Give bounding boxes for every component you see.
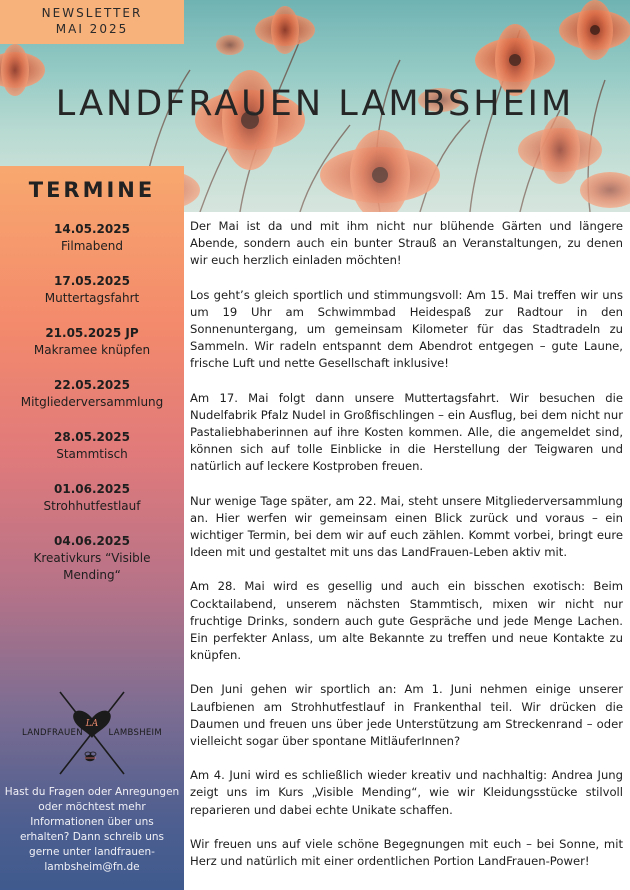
article-paragraph: Am 4. Juni wird es schließlich wieder kreativ und nachhaltig: Andrea Jung zeigt uns im Kurs „Visible Mending“, wie wir Kleidungsstücke stilvoll reparieren und dabei echte Unikate schaffen. bbox=[190, 768, 623, 817]
logo-text-left: LANDFRAUEN bbox=[22, 728, 83, 738]
article-paragraph: Wir freuen uns auf viele schöne Begegnungen mit euch – bei Sonne, mit Herz und natürlich mit einer ordentlichen Portion LandFrauen-Power! bbox=[190, 836, 623, 869]
event-name: Mitgliederversammlung bbox=[20, 395, 164, 409]
issue-tag bbox=[0, 0, 184, 44]
event-name: Kreativkurs “Visible Mending“ bbox=[33, 551, 151, 582]
article-paragraph: Am 28. Mai wird es gesellig und auch ein bisschen exotisch: Beim Cocktailabend, unserem nächsten Stammtisch, mixen wir nicht nur fruchtige Drinks, sondern auch gute Gespräche und jede Menge Lachen. Ein perfekter Anlass, um alte Bekannte zu treffen und neue Kontakte zu knüpfen. bbox=[190, 579, 623, 663]
event-name: Filmabend bbox=[61, 239, 123, 253]
event-name: Strohhutfestlauf bbox=[43, 499, 141, 513]
landfrauen-logo bbox=[22, 688, 162, 778]
event-item bbox=[0, 325, 184, 359]
article-paragraph: Am 17. Mai folgt dann unsere Muttertagsfahrt. Wir besuchen die Nudelfabrik Pfalz Nudel in Großfischlingen – ein Ausflug, bei dem nicht nur Pastaliebhaberinnen auf ihre Kosten kommen. Alle, die angemeldet sind, können sich auf tolle Einblicke in die Herstellung der Teigwaren und natürlich auf leckere Kostproben freuen. bbox=[190, 390, 623, 474]
masthead-title: LANDFRAUEN LAMBSHEIM bbox=[55, 84, 575, 124]
event-name: Muttertagsfahrt bbox=[44, 291, 140, 305]
event-item bbox=[0, 429, 184, 463]
newsletter-article bbox=[190, 218, 623, 887]
event-date: 01.06.2025 bbox=[54, 482, 130, 496]
event-date: 14.05.2025 bbox=[54, 222, 130, 236]
article-paragraph: Los geht’s gleich sportlich und stimmungsvoll: Am 15. Mai treffen wir uns um 19 Uhr am Schwimmbad Heidespaß zur Radtour in den Sonnenuntergang, um gemeinsam Kilometer für das Stadtradeln zu Sammeln. Wir radeln entspannt dem Abendrot entgegen – gute Laune, frische Luft und nette Gesellschaft inklusive! bbox=[190, 287, 623, 371]
event-date: 21.05.2025 JP bbox=[45, 326, 139, 340]
logo-text-right: LAMBSHEIM bbox=[108, 728, 162, 738]
event-date: 28.05.2025 bbox=[54, 430, 130, 444]
event-name: Makramee knüpfen bbox=[33, 343, 151, 357]
events-sidebar bbox=[0, 166, 184, 890]
issue-date: MAI 2025 bbox=[55, 22, 129, 36]
svg-text:LA: LA bbox=[85, 719, 99, 729]
event-date: 04.06.2025 bbox=[54, 534, 130, 548]
article-paragraph: Den Juni gehen wir sportlich an: Am 1. Juni nehmen einige unserer Laufbienen am Strohhutfestlauf in Frankenthal teil. Wir drücken die Daumen und freuen uns über jede Unterstützung am Streckenrand – oder vielleicht sogar über spontane MitläuferInnen? bbox=[190, 682, 623, 749]
article-paragraph: Nur wenige Tage später, am 22. Mai, steht unsere Mitgliederversammlung an. Hier werfen wir gemeinsam einen Blick zurück und voraus – ein wichtiger Termin, bei dem wir auf euch zählen. Kommt vorbei, bringt eure Ideen mit und gestaltet mit uns das LandFrauen-Leben aktiv mit. bbox=[190, 493, 623, 560]
event-item bbox=[0, 273, 184, 307]
event-date: 17.05.2025 bbox=[54, 274, 130, 288]
article-paragraph: Der Mai ist da und mit ihm nicht nur blühende Gärten und längere Abende, sondern auch ein bunter Strauß an Veranstaltungen, zu denen wir euch herzlich einladen möchten! bbox=[190, 219, 623, 268]
issue-label: NEWSLETTER bbox=[41, 6, 143, 20]
event-item bbox=[0, 221, 184, 255]
sidebar-title: TERMINE bbox=[28, 178, 156, 202]
event-item bbox=[0, 377, 184, 411]
event-item bbox=[0, 533, 184, 584]
event-date: 22.05.2025 bbox=[54, 378, 130, 392]
event-name: Stammtisch bbox=[56, 447, 128, 461]
contact-note: Hast du Fragen oder Anregungen oder möchtest mehr Informationen über uns erhalten? Dann schreib uns gerne unter landfrauen-lambsheim@fn.de bbox=[4, 786, 180, 873]
event-item bbox=[0, 481, 184, 515]
